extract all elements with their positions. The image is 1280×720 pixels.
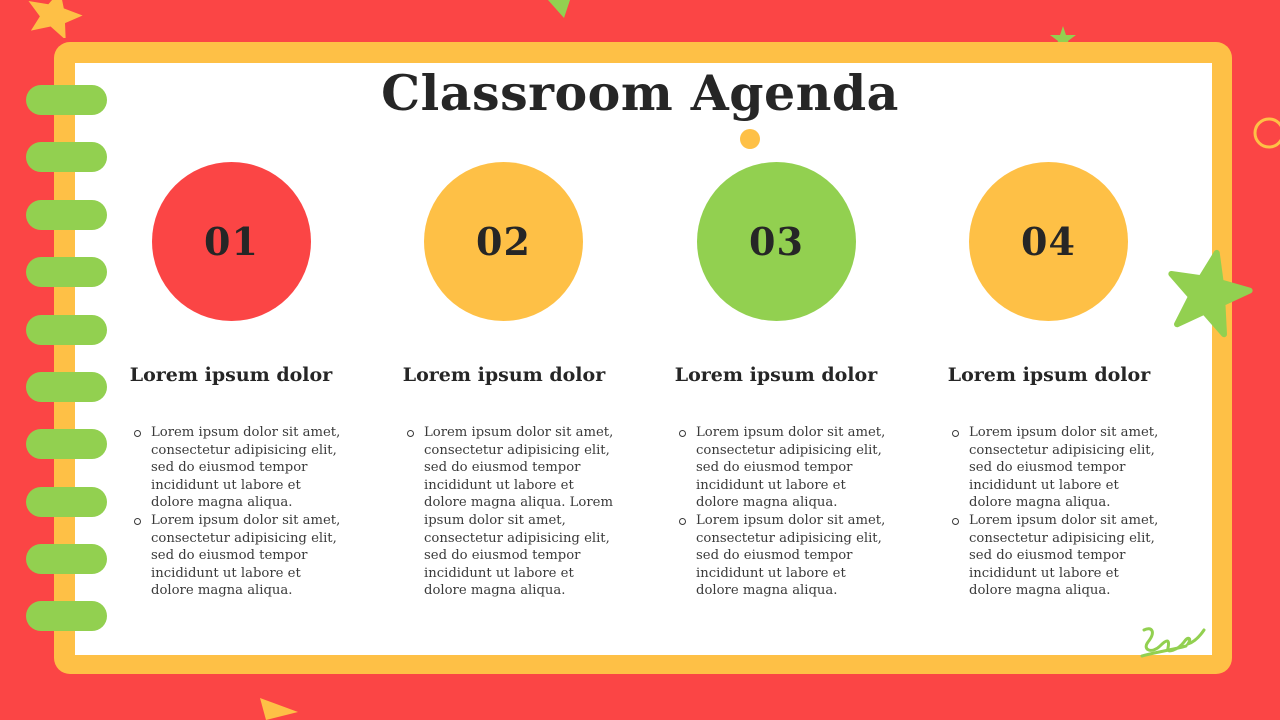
agenda-number: 02 (476, 219, 531, 264)
agenda-heading: Lorem ipsum dolor (129, 364, 333, 386)
binding-ring (26, 429, 107, 459)
binding-ring (26, 200, 107, 230)
agenda-bullets (134, 424, 344, 600)
triangle-icon (546, 0, 572, 20)
list-item: Lorem ipsum dolor sit amet, consectetur adipisicing elit, sed do eiusmod tempor incididunt ut labore et dolore magna aliqua. (134, 424, 344, 512)
star-icon (1162, 248, 1254, 340)
agenda-heading: Lorem ipsum dolor (947, 364, 1151, 386)
list-item: Lorem ipsum dolor sit amet, consectetur adipisicing elit, sed do eiusmod tempor incididunt ut labore et dolore magna aliqua. (952, 424, 1162, 512)
agenda-number: 01 (204, 219, 259, 264)
list-item: Lorem ipsum dolor sit amet, consectetur adipisicing elit, sed do eiusmod tempor incididunt ut labore et dolore magna aliqua. (679, 512, 889, 600)
binding-ring (26, 487, 107, 517)
slide-title: Classroom Agenda (381, 64, 899, 122)
binding-ring (26, 544, 107, 574)
agenda-bullets (952, 424, 1162, 600)
agenda-bullets (679, 424, 889, 600)
list-item: Lorem ipsum dolor sit amet, consectetur adipisicing elit, sed do eiusmod tempor incididunt ut labore et dolore magna aliqua. (952, 512, 1162, 600)
binding-ring (26, 315, 107, 345)
list-item: Lorem ipsum dolor sit amet, consectetur adipisicing elit, sed do eiusmod tempor incididunt ut labore et dolore magna aliqua. (679, 424, 889, 512)
triangle-icon (256, 696, 300, 720)
scribble-icon (1138, 622, 1208, 662)
binding-ring (26, 372, 107, 402)
dot-icon (740, 129, 760, 149)
agenda-circle-04 (969, 162, 1128, 321)
binding-ring (26, 142, 107, 172)
agenda-circle-02 (424, 162, 583, 321)
agenda-number: 04 (1021, 219, 1076, 264)
binding-ring (26, 601, 107, 631)
agenda-circle-01 (152, 162, 311, 321)
list-item: Lorem ipsum dolor sit amet, consectetur adipisicing elit, sed do eiusmod tempor incididunt ut labore et dolore magna aliqua. (134, 512, 344, 600)
list-item: Lorem ipsum dolor sit amet, consectetur adipisicing elit, sed do eiusmod tempor incididunt ut labore et dolore magna aliqua. Lorem ipsum dolor sit amet, consectetur adipisicing elit, sed do eiusmod tempor incididunt ut labore et dolore magna aliqua. (407, 424, 617, 600)
agenda-circle-03 (697, 162, 856, 321)
agenda-bullets (407, 424, 617, 600)
agenda-heading: Lorem ipsum dolor (402, 364, 606, 386)
agenda-heading: Lorem ipsum dolor (674, 364, 878, 386)
star-icon (22, 0, 86, 38)
binding-ring (26, 257, 107, 287)
agenda-number: 03 (749, 219, 804, 264)
